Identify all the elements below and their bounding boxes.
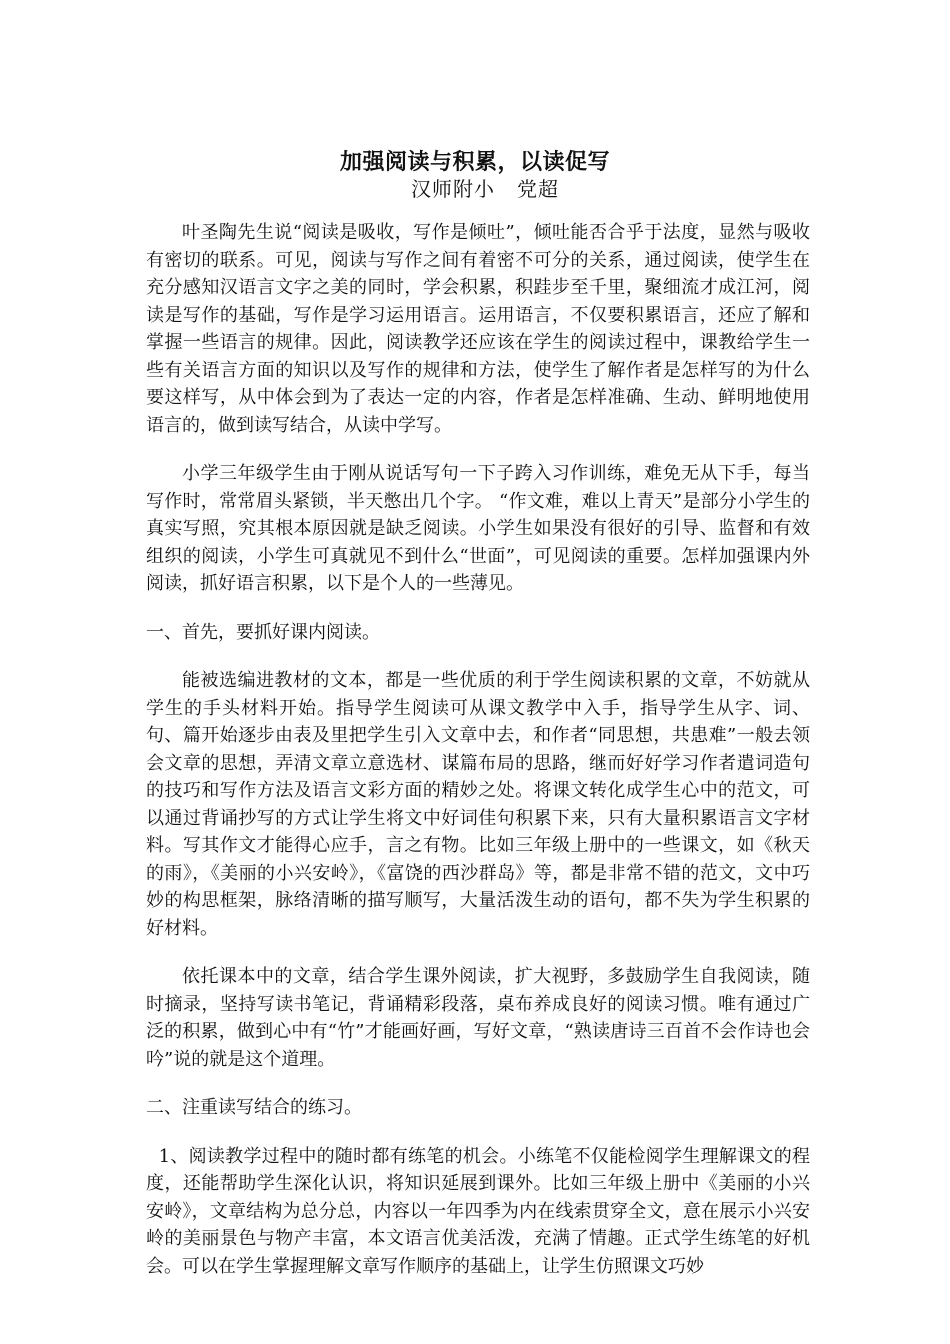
document-author	[0, 176, 950, 202]
author-school: 汉师附小	[411, 177, 495, 201]
paragraph-extracurricular-reading: 依托课本中的文章，结合学生课外阅读，扩大视野，多鼓励学生自我阅读，随时摘录，坚持写读书笔记，背诵精彩段落，桌布养成良好的阅读习惯。唯有通过广泛的积累，做到心中有“竹”才能画好画，写好文章，“熟读唐诗三百首不会作诗也会吟”说的就是这个道理。	[146, 966, 810, 1070]
paragraph-background: 小学三年级学生由于刚从说话写句一下子跨入习作训练，难免无从下手，每当写作时，常常眉头紧锁，半天憋出几个字。 “作文难，难以上青天”是部分小学生的真实写照，究其根本原因就是缺乏阅读。小学生如果没有很好的引导、监督和有效组织的阅读，小学生可真就见不到什么“世面”，可见阅读的重要。怎样加强课内外阅读，抓好语言积累，以下是个人的一些薄见。	[146, 463, 810, 594]
document-title: 加强阅读与积累，以读促写	[339, 149, 610, 175]
paragraph-intro: 叶圣陶先生说“阅读是吸收，写作是倾吐”，倾吐能否合乎于法度，显然与吸收有密切的联系。可见，阅读与写作之间有着密不可分的关系，通过阅读，使学生在充分感知汉语言文字之美的同时，学会积累，积跬步至千里，聚细流才成江河，阅读是写作的基础，写作是学习运用语言。运用语言，不仅要积累语言，还应了解和掌握一些语言的规律。因此，阅读教学还应该在学生的阅读过程中，课教给学生一些有关语言方面的知识以及写作的规律和方法，使学生了解作者是怎样写的为什么要这样写，从中体会到为了表达一定的内容，作者是怎样准确、生动、鲜明地使用语言的，做到读写结合，从读中学写。	[146, 222, 810, 436]
document-body	[146, 219, 810, 1301]
paragraph-writing-practice: 1、阅读教学过程中的随时都有练笔的机会。小练笔不仅能检阅学生理解课文的程度，还能帮助学生深化认识，将知识延展到课外。比如三年级上册中《美丽的小兴安岭》，文章结构为总分总，内容以一年四季为内在线索贯穿全文，意在展示小兴安岭的美丽景色与物产丰富，本文语言优美活泼，充满了情趣。正式学生练笔的好机会。可以在学生掌握理解文章写作顺序的基础上，让学生仿照课文巧妙	[146, 1145, 810, 1277]
paragraph-textbook-reading: 能被选编进教材的文本，都是一些优质的利于学生阅读积累的文章，不妨就从学生的手头材料开始。指导学生阅读可从课文教学中入手，指导学生从字、词、句、篇开始逐步由表及里把学生引入文章中去，和作者“同思想，共患难”一般去领会文章的思想，弄清文章立意选材、谋篇布局的思路，继而好好学习作者遣词造句的技巧和写作方法及语言文彩方面的精妙之处。将课文转化成学生心中的范文，可以通过背诵抄写的方式让学生将文中好词佳句积累下来，只有大量积累语言文字材料。写其作文才能得心应手，言之有物。比如三年级上册中的一些课文，如《秋天的雨》，《美丽的小兴安岭》，《富饶的西沙群岛》等，都是非常不错的范文，文中巧妙的构思框架，脉络清晰的描写顺写，大量活泼生动的语句，都不失为学生积累的好材料。	[146, 670, 810, 939]
section-heading-1: 一、首先，要抓好课内阅读。	[146, 621, 380, 643]
author-name: 党超	[517, 177, 559, 201]
section-heading-2: 二、注重读写结合的练习。	[146, 1097, 362, 1118]
